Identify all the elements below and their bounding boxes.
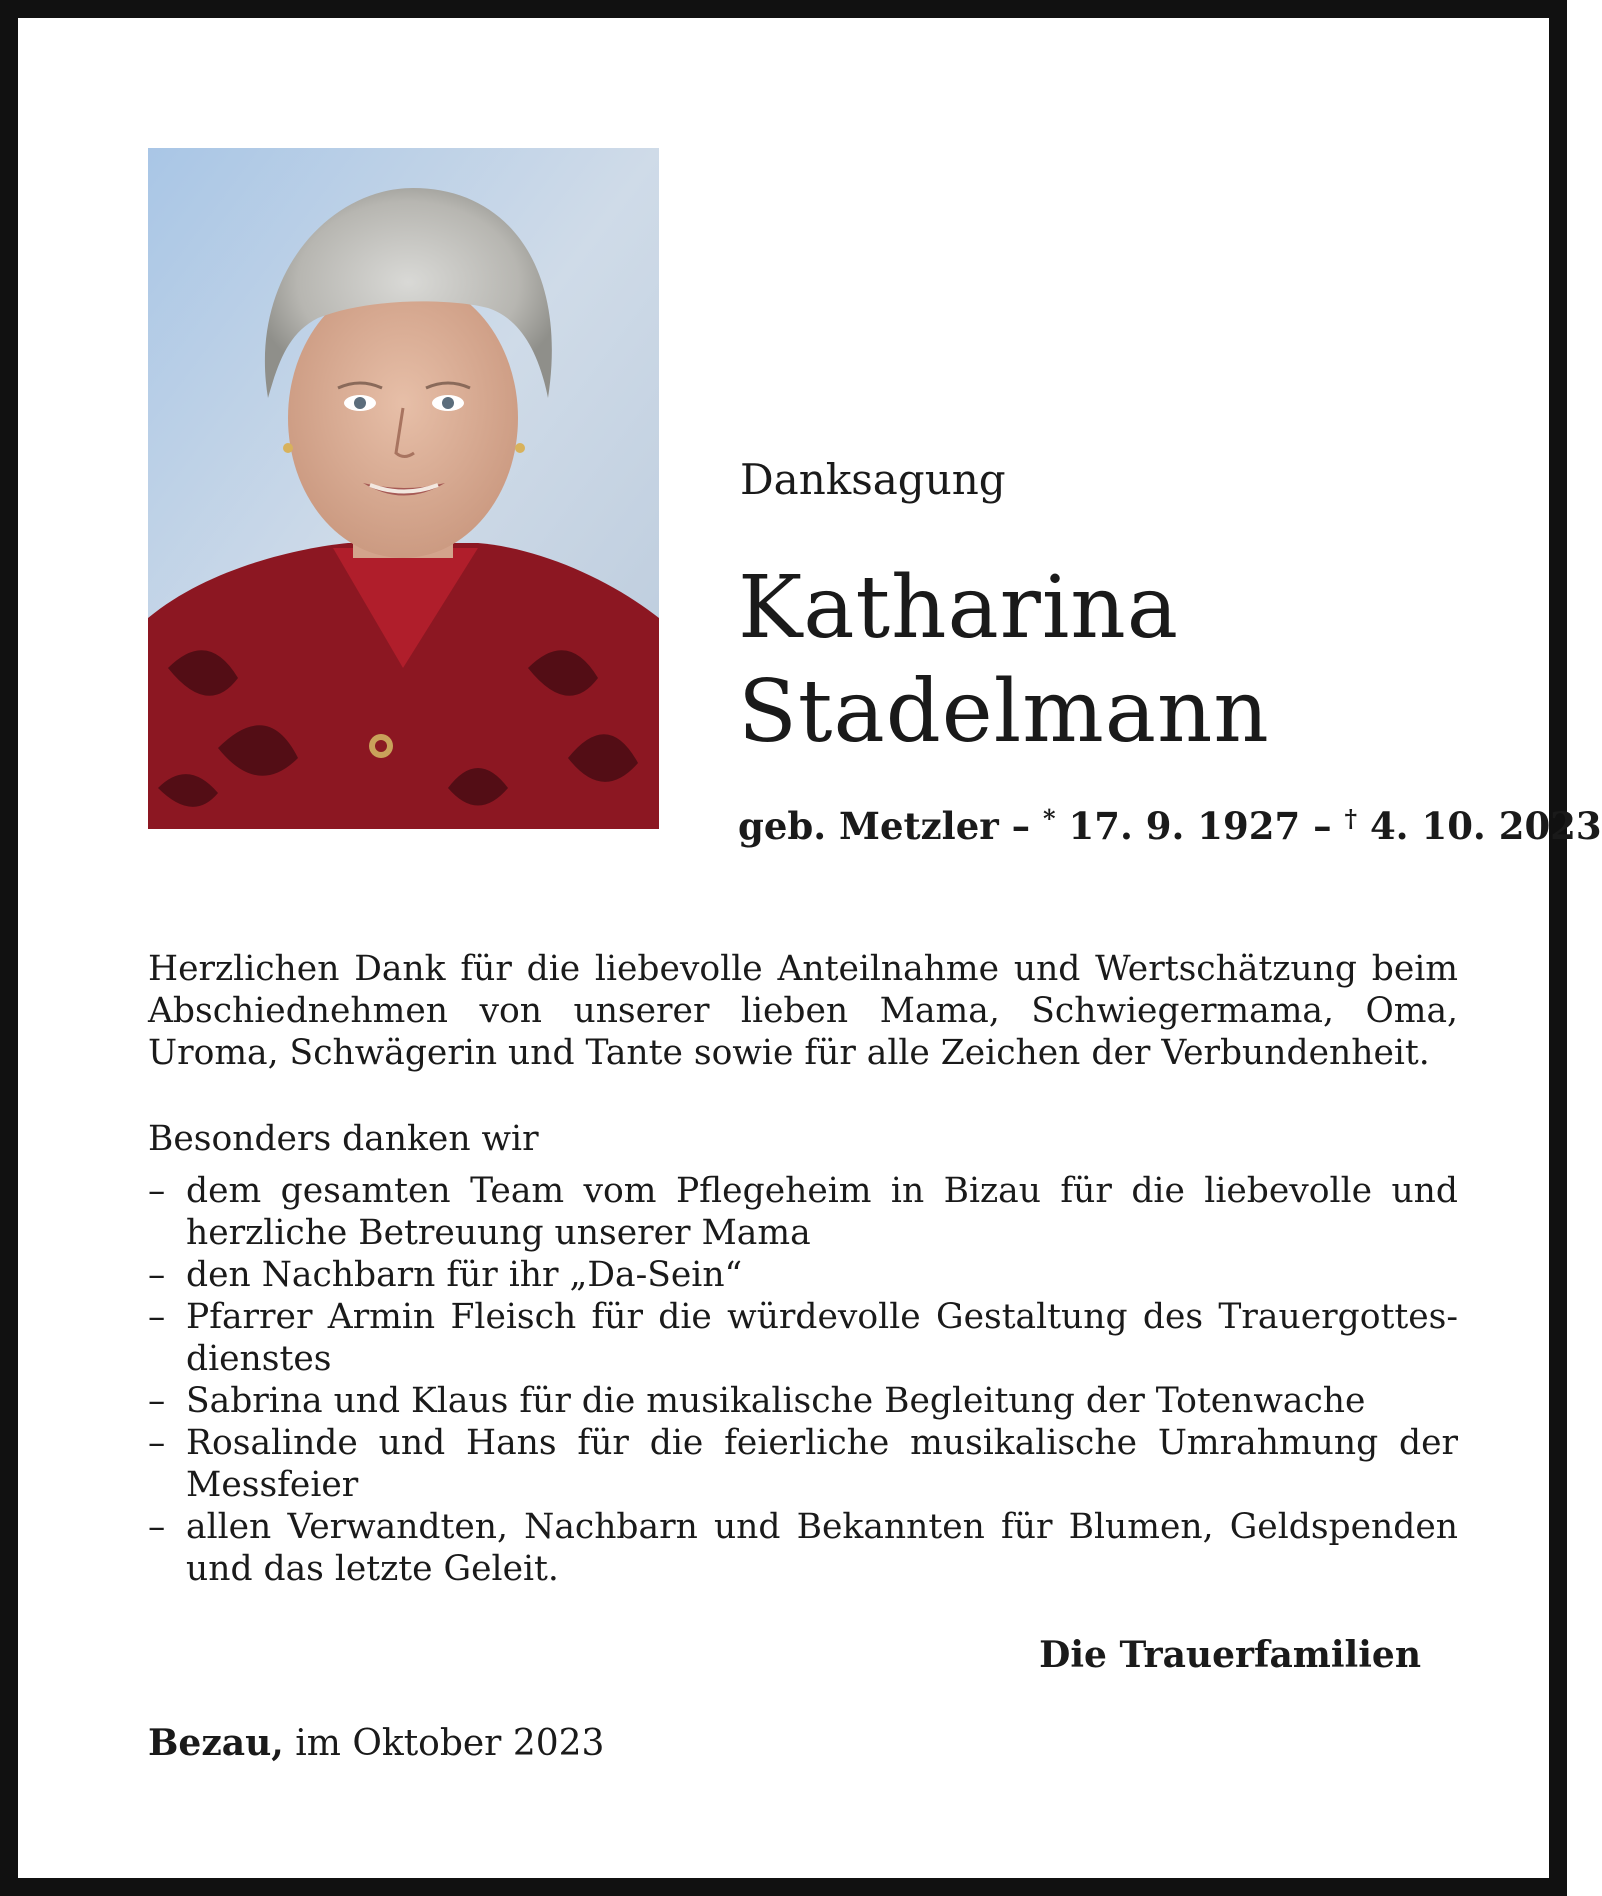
death-symbol: † bbox=[1344, 804, 1358, 833]
list-item-text: den Nachbarn für ihr „Da-Sein“ bbox=[186, 1255, 743, 1295]
list-item-text: Rosalinde und Hans für die feierliche musikalische Umrahmung der Messfeier bbox=[186, 1423, 1458, 1505]
deceased-name bbox=[738, 556, 1270, 764]
place-town: Bezau, bbox=[148, 1722, 284, 1764]
thanks-list bbox=[148, 1170, 1458, 1590]
place-and-date bbox=[148, 1720, 604, 1767]
dash-bullet: – bbox=[148, 1297, 166, 1337]
deceased-last-name: Stadelmann bbox=[738, 662, 1270, 762]
list-item-text: allen Verwandten, Nachbarn und Bekannten für Blumen, Geldspenden und das letzte Geleit. bbox=[186, 1507, 1458, 1589]
dash-bullet: – bbox=[148, 1423, 166, 1463]
dash-bullet: – bbox=[148, 1381, 166, 1421]
thanks-paragraph: Herzlichen Dank für die liebevolle Anteilnahme und Wertschätzung beim Abschiednehmen von unserer lieben Mama, Schwiegermama, Oma, Uroma, Schwägerin und Tante sowie für alle Zeichen der Verbundenheit. bbox=[148, 949, 1458, 1073]
list-item-text: Sabrina und Klaus für die musikalische Begleitung der Totenwache bbox=[186, 1381, 1366, 1421]
death-date: 4. 10. 2023 bbox=[1369, 804, 1602, 848]
list-item bbox=[148, 1506, 1458, 1590]
list-item bbox=[148, 1422, 1458, 1506]
list-item-text: dem gesamten Team vom Pflegeheim in Bizau für die liebevolle und herzliche Betreuung unserer Mama bbox=[186, 1171, 1458, 1253]
dash-bullet: – bbox=[148, 1255, 166, 1295]
list-item-text: Pfarrer Armin Fleisch für die würdevolle Gestaltung des Trauergottesdienstes bbox=[186, 1297, 1458, 1379]
dash-bullet: – bbox=[148, 1171, 166, 1211]
life-dates bbox=[738, 796, 1602, 849]
list-item bbox=[148, 1380, 1458, 1422]
birth-symbol: * bbox=[1043, 804, 1056, 833]
dash-bullet: – bbox=[148, 1507, 166, 1547]
list-item bbox=[148, 1170, 1458, 1254]
birth-date: 17. 9. 1927 – bbox=[1068, 804, 1332, 848]
portrait-photo bbox=[148, 148, 659, 829]
thanks-intro: Besonders danken wir bbox=[148, 1119, 539, 1159]
signature: Die Trauerfamilien bbox=[1039, 1634, 1421, 1676]
notice-type-label: Danksagung bbox=[740, 455, 1006, 504]
portrait-photo-icon bbox=[148, 148, 659, 829]
maiden-name: geb. Metzler – bbox=[738, 804, 1031, 848]
deceased-first-name: Katharina bbox=[738, 558, 1180, 658]
list-item bbox=[148, 1254, 1458, 1296]
place-date: im Oktober 2023 bbox=[295, 1723, 605, 1764]
list-item bbox=[148, 1296, 1458, 1380]
